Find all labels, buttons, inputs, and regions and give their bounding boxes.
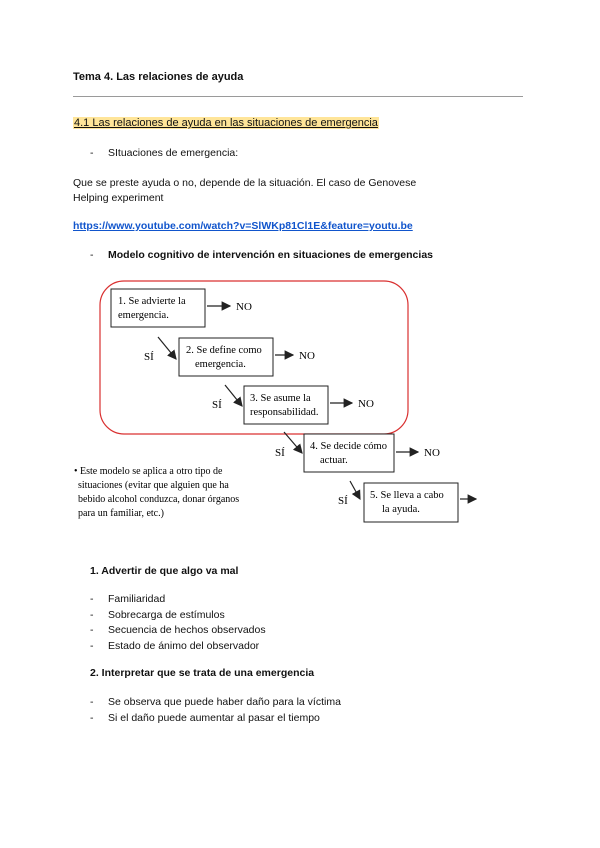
step3-box xyxy=(244,386,328,424)
no-label-3: NO xyxy=(358,398,374,410)
yes-arrow-2 xyxy=(225,385,242,406)
list-item-text: Si el daño puede aumentar al pasar el tiempo xyxy=(108,711,320,724)
cognitive-model-diagram xyxy=(70,275,490,535)
model-heading xyxy=(90,249,433,261)
yes-arrow-3 xyxy=(284,432,302,453)
bullet-situations-text: SItuaciones de emergencia: xyxy=(108,147,239,159)
yes-arrow-4 xyxy=(350,481,360,499)
step2-text-1: 2. Se define como xyxy=(186,345,262,356)
list-item-text: Estado de ánimo del observador xyxy=(108,639,260,652)
step1-heading: 1. Advertir de que algo va mal xyxy=(90,565,239,577)
list-item: - Sobrecarga de estímulos xyxy=(90,608,225,621)
step5-box xyxy=(364,483,458,522)
paragraph-line-1: Que se preste ayuda o no, depende de la situación. El caso de Genovese xyxy=(73,177,417,189)
yes-arrow-1 xyxy=(158,337,176,359)
dash-bullet: - xyxy=(90,249,94,261)
no-label-4: NO xyxy=(424,447,440,459)
step2-text-2: emergencia. xyxy=(195,359,246,370)
note-line-4: para un familiar, etc.) xyxy=(78,508,164,519)
note-line-3: bebido alcohol conduzca, donar órganos xyxy=(78,494,240,505)
yes-label-1: SÍ xyxy=(144,351,154,363)
model-heading-text: Modelo cognitivo de intervención en situaciones de emergencias xyxy=(108,249,433,261)
yes-label-3: SÍ xyxy=(275,447,285,459)
step2-heading: 2. Interpretar que se trata de una emergencia xyxy=(90,667,315,679)
list-item-text: Sobrecarga de estímulos xyxy=(108,608,225,621)
yes-label-4: SÍ xyxy=(338,495,348,507)
step2-list xyxy=(90,695,341,726)
paragraph xyxy=(73,176,416,206)
step4-box xyxy=(304,434,394,472)
dash-bullet: - xyxy=(90,147,94,159)
yes-label-2: SÍ xyxy=(212,399,222,411)
step3-text-1: 3. Se asume la xyxy=(250,393,311,404)
bullet-situations xyxy=(90,147,238,159)
list-item-text: Secuencia de hechos observados xyxy=(108,624,266,636)
list-item: - Si el daño puede aumentar al pasar el tiempo xyxy=(90,711,320,724)
youtube-link[interactable]: https://www.youtube.com/watch?v=SlWKp81Cl1E&feature=youtu.be xyxy=(73,220,413,232)
step1-box xyxy=(111,289,205,327)
step4-text-1: 4. Se decide cómo xyxy=(310,441,387,452)
section-heading: 4.1 Las relaciones de ayuda en las situaciones de emergencia xyxy=(74,117,378,129)
no-label-1: NO xyxy=(236,301,252,313)
paragraph-line-2: Helping experiment xyxy=(73,192,164,204)
step2-box xyxy=(179,338,273,376)
step1-text-2: emergencia. xyxy=(118,310,169,321)
list-item: - Se observa que puede haber daño para la víctima xyxy=(90,696,341,708)
list-item-text: Se observa que puede haber daño para la víctima xyxy=(108,696,341,708)
step5-text-1: 5. Se lleva a cabo xyxy=(370,490,444,501)
document-title: Tema 4. Las relaciones de ayuda xyxy=(73,71,244,83)
step5-text-2: la ayuda. xyxy=(382,504,420,515)
title-divider xyxy=(73,96,523,97)
list-item: - Secuencia de hechos observados xyxy=(90,624,266,636)
step4-text-2: actuar. xyxy=(320,455,348,466)
step1-text-1: 1. Se advierte la xyxy=(118,296,186,307)
step1-list xyxy=(90,592,266,654)
note-line-2: situaciones (evitar que alguien que ha xyxy=(78,480,229,491)
note-line-1: • Este modelo se aplica a otro tipo de xyxy=(74,466,223,477)
list-item: - Familiaridad xyxy=(90,593,166,605)
step3-text-2: responsabilidad. xyxy=(250,407,319,418)
no-label-2: NO xyxy=(299,350,315,362)
list-item-text: Familiaridad xyxy=(108,593,166,605)
list-item: - Estado de ánimo del observador xyxy=(90,639,260,652)
